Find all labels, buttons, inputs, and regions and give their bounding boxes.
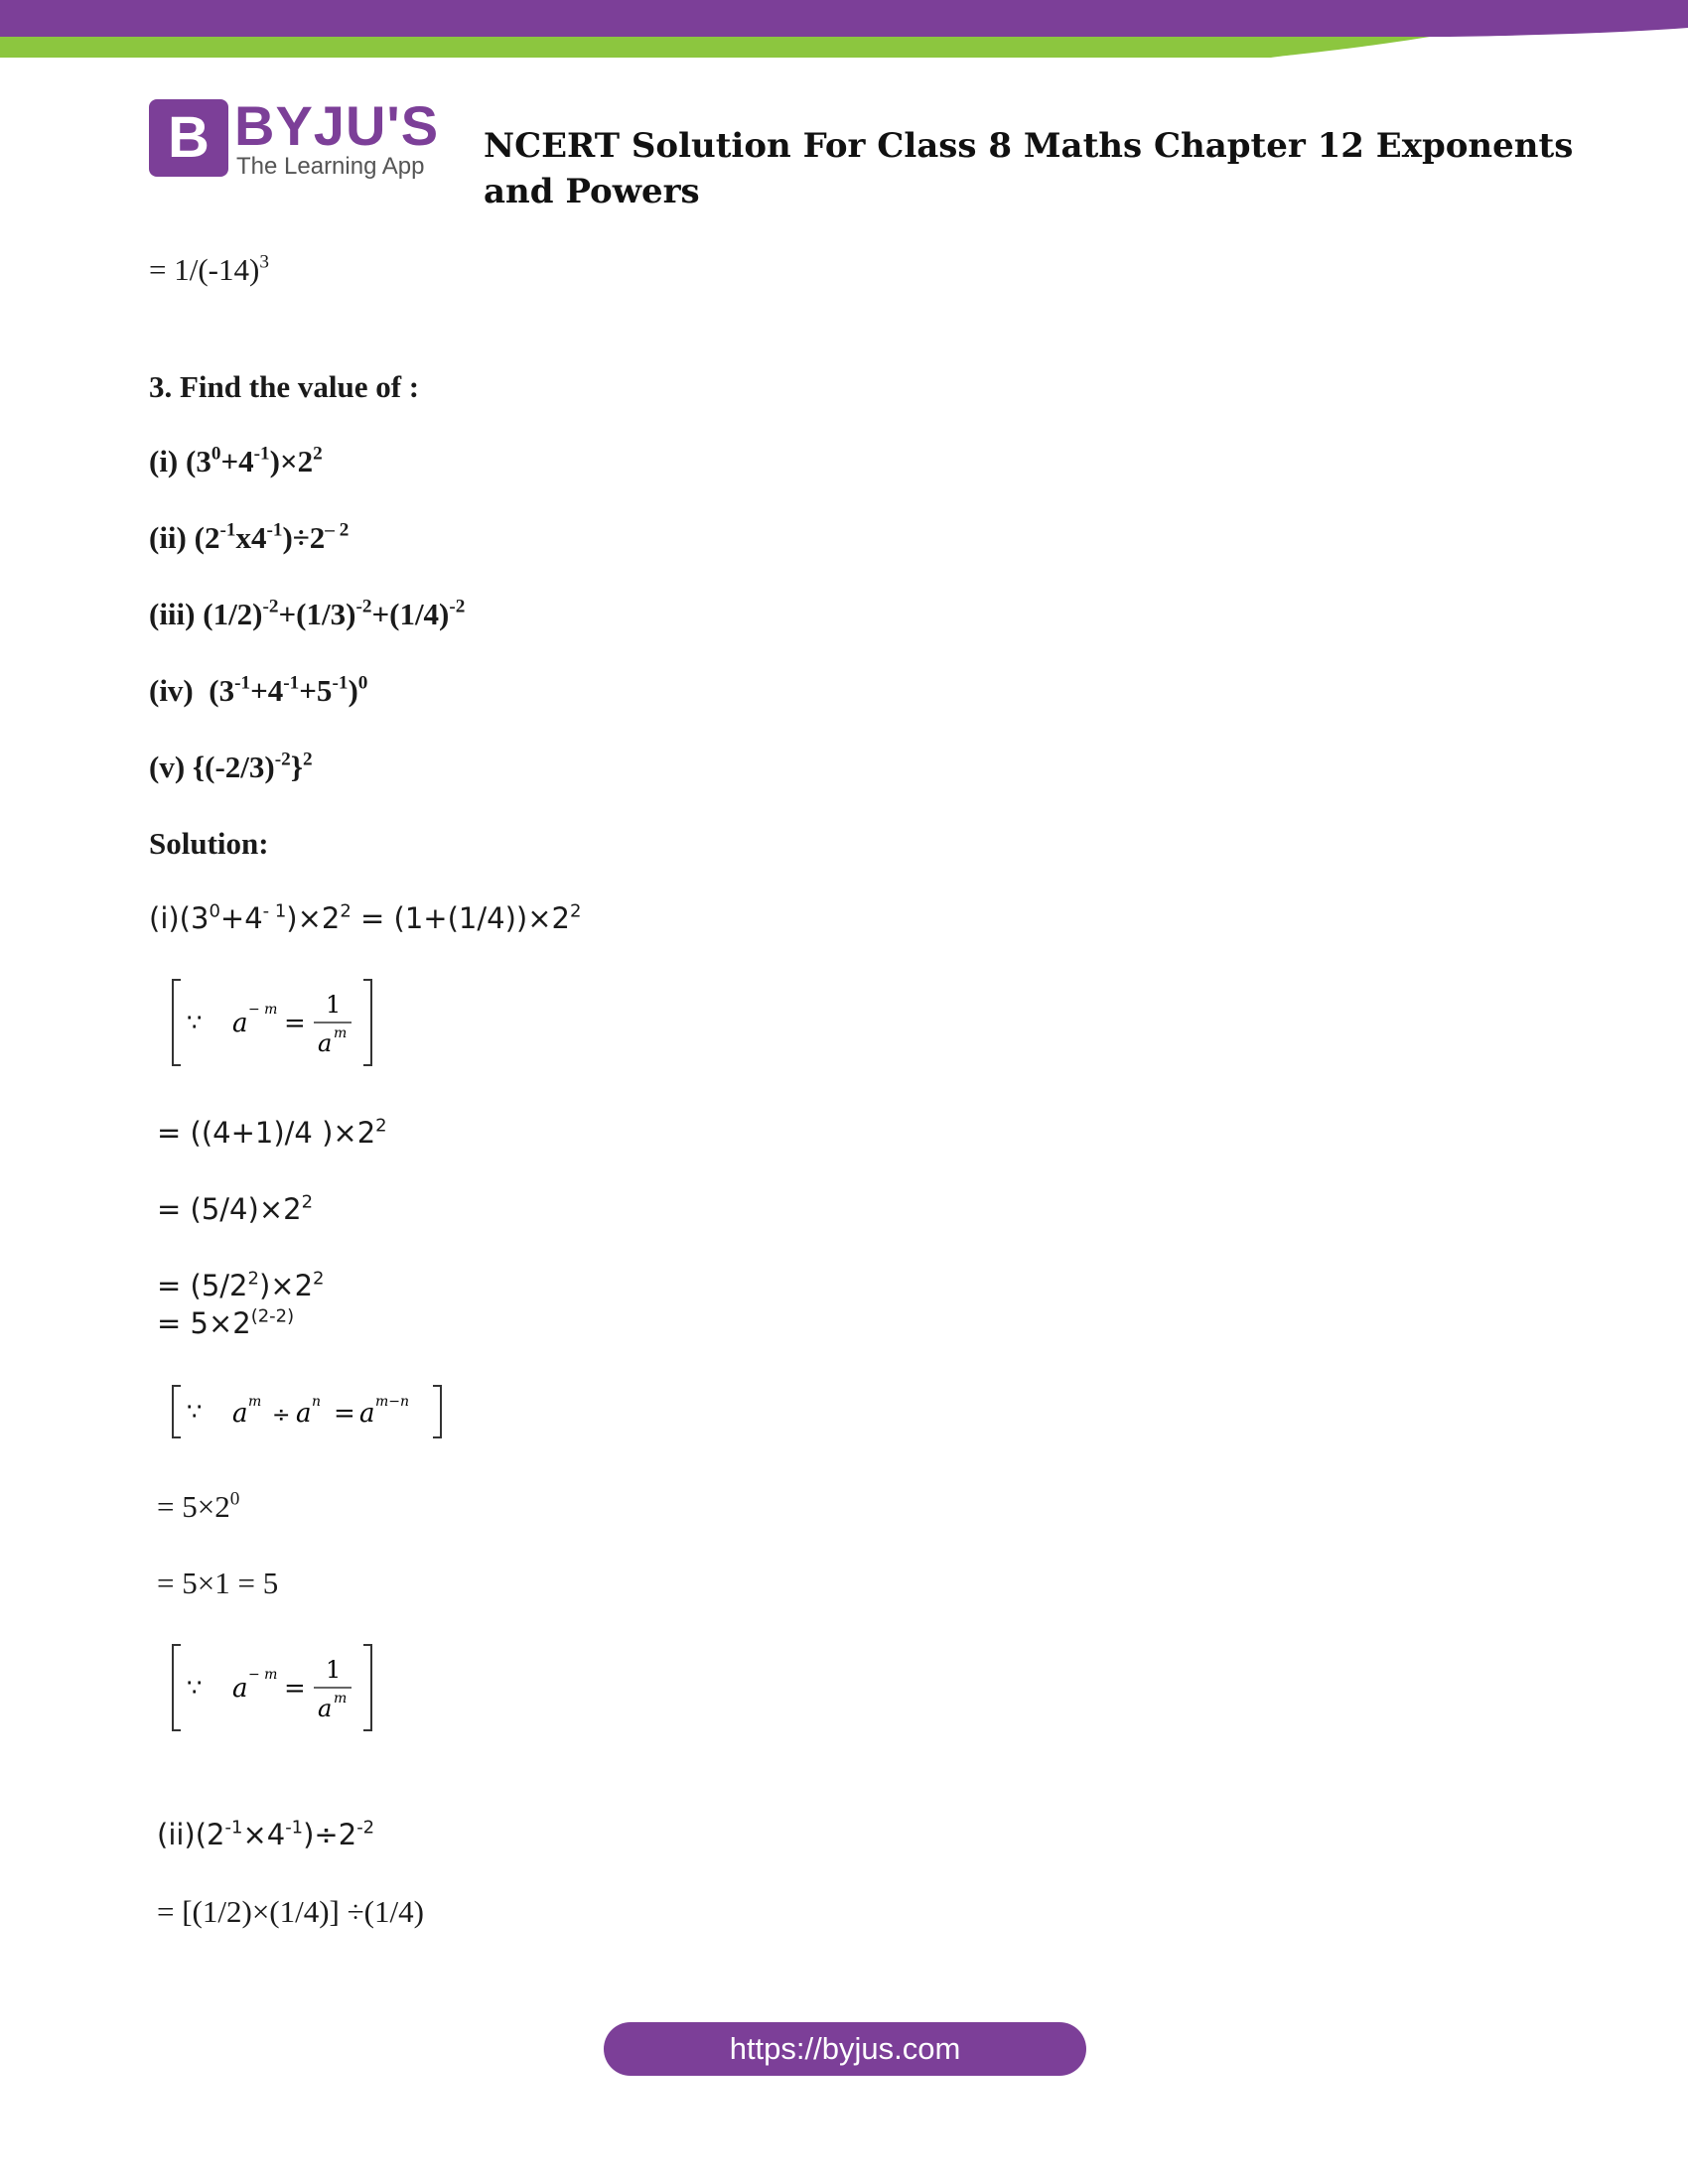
svg-text:a: a xyxy=(318,1029,333,1057)
solution-i-line-2: = ((4+1)/4 )$\times 2^2$ xyxy=(157,1115,387,1150)
svg-text:=: = xyxy=(284,1674,306,1704)
logo-wordmark: BYJU'S xyxy=(234,94,440,157)
question-part-iii: (iii) $(1/2)^{-2}+(1/3)^{-2}+(1/4)^{-2}$ xyxy=(149,596,466,631)
previous-result: = $1/(-14)^3$ xyxy=(149,251,269,287)
formula-quotient-rule xyxy=(169,1384,447,1439)
solution-i-line-3: = $(5/4)\times 2^2$ xyxy=(157,1191,314,1226)
question-part-i: (i) $(3^0+4^{-1})\times 2^2$ xyxy=(149,443,323,478)
document-title: NCERT Solution For Class 8 Maths Chapter 12 Exponents and Powers xyxy=(484,126,1574,211)
logo-tagline: The Learning App xyxy=(236,153,425,180)
svg-text:a: a xyxy=(232,1674,248,1704)
solution-i-line-1: $(i)(3^0+4^{- 1})\times 2^2 = (1+(1/4))\times 2^2$ xyxy=(149,900,582,935)
svg-text:n: n xyxy=(312,1394,322,1410)
svg-text:1: 1 xyxy=(326,991,342,1019)
svg-text:m: m xyxy=(248,1394,262,1410)
question-heading: 3. Find the value of : xyxy=(149,369,420,404)
svg-text:1: 1 xyxy=(326,1656,342,1684)
svg-text:− m: − m xyxy=(248,1002,278,1018)
svg-text:∵: ∵ xyxy=(187,1009,203,1036)
svg-text:∵: ∵ xyxy=(187,1398,203,1426)
footer-url-pill[interactable] xyxy=(604,2022,1086,2076)
solution-ii-line-2: = [(1/2)×(1/4)] ÷(1/4) xyxy=(157,1894,424,1929)
solution-ii-line-1: $(ii)(2^{-1}\times 4^{-1})\div 2^{-2}$ xyxy=(157,1817,375,1851)
svg-text:a: a xyxy=(296,1399,312,1429)
svg-text:m−n: m−n xyxy=(375,1394,410,1410)
solution-i-result: = 5×1 = 5 xyxy=(157,1566,279,1600)
svg-text:m: m xyxy=(334,1691,348,1706)
svg-text:=: = xyxy=(334,1399,355,1429)
formula-negative-exponent-2 xyxy=(169,1643,377,1732)
svg-text:a: a xyxy=(232,1399,248,1429)
solution-i-line-4: = $(5/2^2)\times 2^2$ xyxy=(157,1268,325,1302)
footer-url-link[interactable]: https://byjus.com xyxy=(729,2031,961,2066)
svg-text:=: = xyxy=(284,1009,306,1038)
svg-text:a: a xyxy=(359,1399,375,1429)
svg-text:÷: ÷ xyxy=(272,1403,291,1428)
svg-text:∵: ∵ xyxy=(187,1674,203,1702)
header-decorative-bars xyxy=(0,0,1688,69)
formula-negative-exponent-1 xyxy=(169,978,377,1067)
byjus-logo xyxy=(149,94,440,181)
svg-text:a: a xyxy=(318,1695,333,1722)
question-part-v: (v) $\{(-2/3)^{-2}\}^2$ xyxy=(149,749,313,784)
question-part-iv: (iv) $(3^{-1}+4^{-1}+5^{-1})^0$ xyxy=(149,672,368,708)
solution-i-line-5: = $5\times 2^{(2-2)}$ xyxy=(157,1305,295,1340)
solution-heading: Solution: xyxy=(149,826,269,861)
svg-text:m: m xyxy=(334,1025,348,1041)
svg-text:a: a xyxy=(232,1009,248,1038)
logo-badge: B xyxy=(149,99,228,177)
solution-i-line-6: = $5\times 2^0$ xyxy=(157,1488,240,1524)
svg-text:− m: − m xyxy=(248,1667,278,1683)
question-part-ii: (ii) $(2^{-1}x4^{-1})\div 2^{- 2}$ xyxy=(149,519,350,555)
